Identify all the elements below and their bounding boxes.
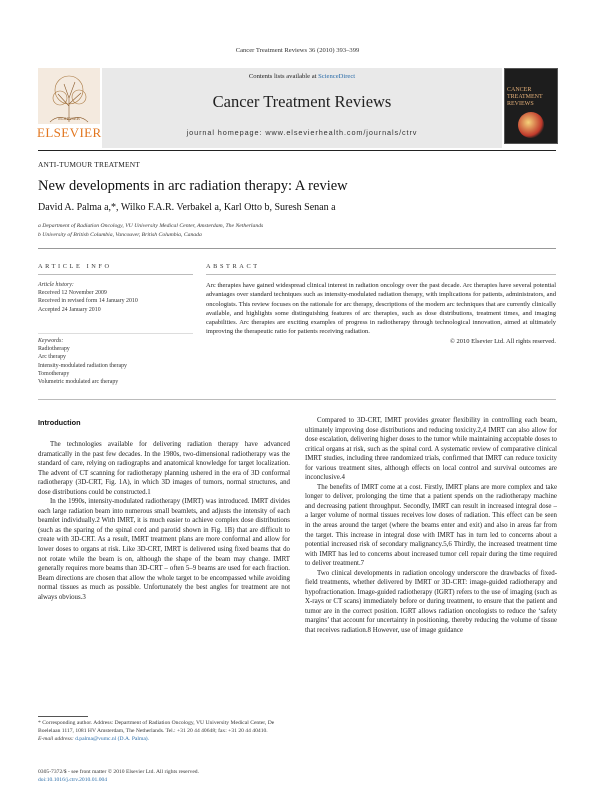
journal-homepage[interactable]: journal homepage: www.elsevierhealth.com/journals/ctrv [186, 128, 418, 137]
contents-prefix: Contents lists available at [248, 73, 319, 80]
sciencedirect-link[interactable]: ScienceDirect [318, 73, 356, 80]
history-label: Article history: [38, 282, 74, 288]
paragraph: Two clinical developments in radiation oncology underscore the drawbacks of fixed-field treatments, whether delivered by IMRT or 3D-CRT: image-guided radiotherapy and hypofractionation. Image-guided radiotherapy (IGRT) refers to the use of imaging (such as X-rays or CT scans) immediately before or during treatment, to ensure that the patient and tumor are in the correct position. IGRT allows radiation oncologists to reduce the ‘safety margins’ that account for uncertainty in positioning, thereby reducing the volume of tissue that receives radiation.8 However, use of image guidance [305, 569, 557, 635]
section-rule [38, 248, 556, 249]
keyword: Volumetric modulated arc therapy [38, 379, 119, 386]
front-matter-rule [38, 399, 556, 400]
paragraph: The benefits of IMRT come at a cost. Firstly, IMRT plans are more complex and take longer to deliver, prolonging the time that a patient spends on the radiotherapy machine and decreasing patient throughput. Secondly, IMRT can result in increased integral dose – a larger volume of normal tissues receives low doses of radiation. This effect can be seen in the areas around the target (where the beams enter and exit) and also in areas far from the target. This increase in integral dose with IMRT has in turn led to concerns about a potential increased risk of secondary malignancy.5,6 Thirdly, the increased treatment time with IMRT has led to concerns about increased tumor cell repair during the time required to deliver treatment.7 [305, 483, 557, 568]
abstract-copyright: © 2010 Elsevier Ltd. All rights reserved. [449, 337, 556, 345]
abstract-rule [206, 274, 556, 275]
keyword: Radiotherapy [38, 346, 70, 353]
article-history [38, 281, 196, 314]
journal-title: Cancer Treatment Reviews [212, 92, 392, 111]
publisher-name: ELSEVIER [37, 125, 102, 140]
abstract-text: Arc therapies have gained widespread clinical interest in radiation oncology over the past decade. Arc therapies have several potential advantages over standard techniques such as intensity-modulated radiation therapy, with implications for patients, administrators, and oncologists. This review focuses on the rationale for arc therapy, descriptions of the modern arc techniques that are currently clinically available, and highlights some distinguishing features of arc therapies, such as dose distributions, treatment times, and imaging capabilities. Arc therapies are exciting examples of progress in radiotherapy through technological innovation, aimed at ultimately improving the therapeutic ratio for patients receiving radiation. [206, 282, 556, 336]
corresponding-author-note: * Corresponding author. Address: Department of Radiation Oncology, VU University Medical Center, De Boelelaan 1117, 1081 HV Amsterdam, The Netherlands. Tel.: +31 20 44 40648; fax: +31 20 44 40410. [38, 720, 275, 735]
body-column-right [305, 416, 557, 636]
introduction-heading: Introduction [38, 418, 81, 427]
paragraph: In the 1990s, intensity-modulated radiotherapy (IMRT) was introduced. IMRT divides each large radiation beam into numerous small beamlets, and adjusts the intensity of each beamlet individually.2 With IMRT, it is much easier to achieve complex dose distributions (such as the sparing of the spinal cord and parotid shown in Fig. 1B) that are difficult to create with 3D-CRT. As a result, IMRT treatment plans are more conformal and allow for lower doses to organs at risk. Like 3D-CRT, IMRT is delivered using fixed beams that do not rotate while the beam is on, although the shape of the beam may change. IMRT generally requires more beams than 3D-CRT – often 5–9 beams are used for each fraction. Beam directions are chosen that allow the whole target to be encompassed while avoiding normal tissues as much as possible. Unfortunately the best angles for treatment are not always obvious.3 [38, 498, 290, 601]
issn-line: 0305-7372/$ - see front matter © 2010 Elsevier Ltd. All rights reserved. [38, 769, 199, 775]
history-accepted: Accepted 24 January 2010 [38, 306, 101, 313]
email-label: E-mail address: [38, 736, 74, 743]
cover-title: CANCER TREATMENT REVIEWS [507, 87, 543, 107]
header-rule [38, 150, 556, 151]
footnote [38, 719, 293, 744]
keyword: Arc therapy [38, 354, 66, 361]
paragraph: Compared to 3D-CRT, IMRT provides greater flexibility in controlling each beam, ultimately improving dose distributions and reducing toxicity.2,4 IMRT can also allow for dose escalation, delivering higher doses to the tumor while maintaining acceptable doses to critical organs at risk, such as the spinal cord. A systematic review of comparative clinical IMRT studies, including three randomized trials, confirmed that IMRT can reduce toxicity for various treatment sites, although effects on local control and survival outcomes are inconclusive.4 [305, 417, 557, 482]
keywords-rule [38, 333, 193, 334]
keyword: Intensity-modulated radiation therapy [38, 362, 127, 369]
article-info-rule [38, 274, 193, 275]
paragraph: The technologies available for delivering radiation therapy have advanced dramatically in the past few decades. In the 1980s, two-dimensional radiotherapy was the standard of care, relying on radiographs and anatomical knowledge for target localization. The advent of CT scanning for radiotherapy planning ushered in the era of 3D conformal radiotherapy (3D-CRT, Fig. 1A), in which 3D images of tumors, normal structures, and dose distributions could be constructed.1 [38, 441, 290, 496]
footnote-rule [38, 716, 88, 717]
article-section: ANTI-TUMOUR TREATMENT [38, 160, 140, 169]
logo-inscription: ELSEVIER [58, 116, 80, 121]
doi-link[interactable]: doi:10.1016/j.ctrv.2010.01.004 [38, 777, 108, 784]
email-link[interactable]: d.palma@vumc.nl (D.A. Palma). [75, 736, 150, 743]
article-title: New developments in arc radiation therapy: A review [38, 178, 348, 194]
abstract-body [206, 281, 556, 346]
keywords-label: Keywords: [38, 338, 64, 344]
issn-doi [38, 768, 199, 784]
history-received: Received 12 November 2009 [38, 290, 107, 297]
keywords-list [38, 337, 196, 386]
history-revised: Received in revised form 14 January 2010 [38, 298, 138, 305]
article-info-heading: ARTICLE INFO [38, 263, 112, 270]
affiliation-b: b University of British Columbia, Vancouver, British Columbia, Canada [38, 232, 202, 238]
body-column-left [38, 440, 290, 602]
keyword: Tomotherapy [38, 370, 70, 377]
cover-graphic [518, 112, 544, 138]
affiliation-a: a Department of Radiation Oncology, VU University Medical Center, Amsterdam, The Netherlands [38, 223, 264, 229]
contents-available [102, 73, 502, 80]
abstract-heading: ABSTRACT [206, 263, 260, 270]
running-head: Cancer Treatment Reviews 36 (2010) 393–399 [235, 47, 360, 54]
article-authors: David A. Palma a,*, Wilko F.A.R. Verbakel a, Karl Otto b, Suresh Senan a [38, 202, 336, 213]
